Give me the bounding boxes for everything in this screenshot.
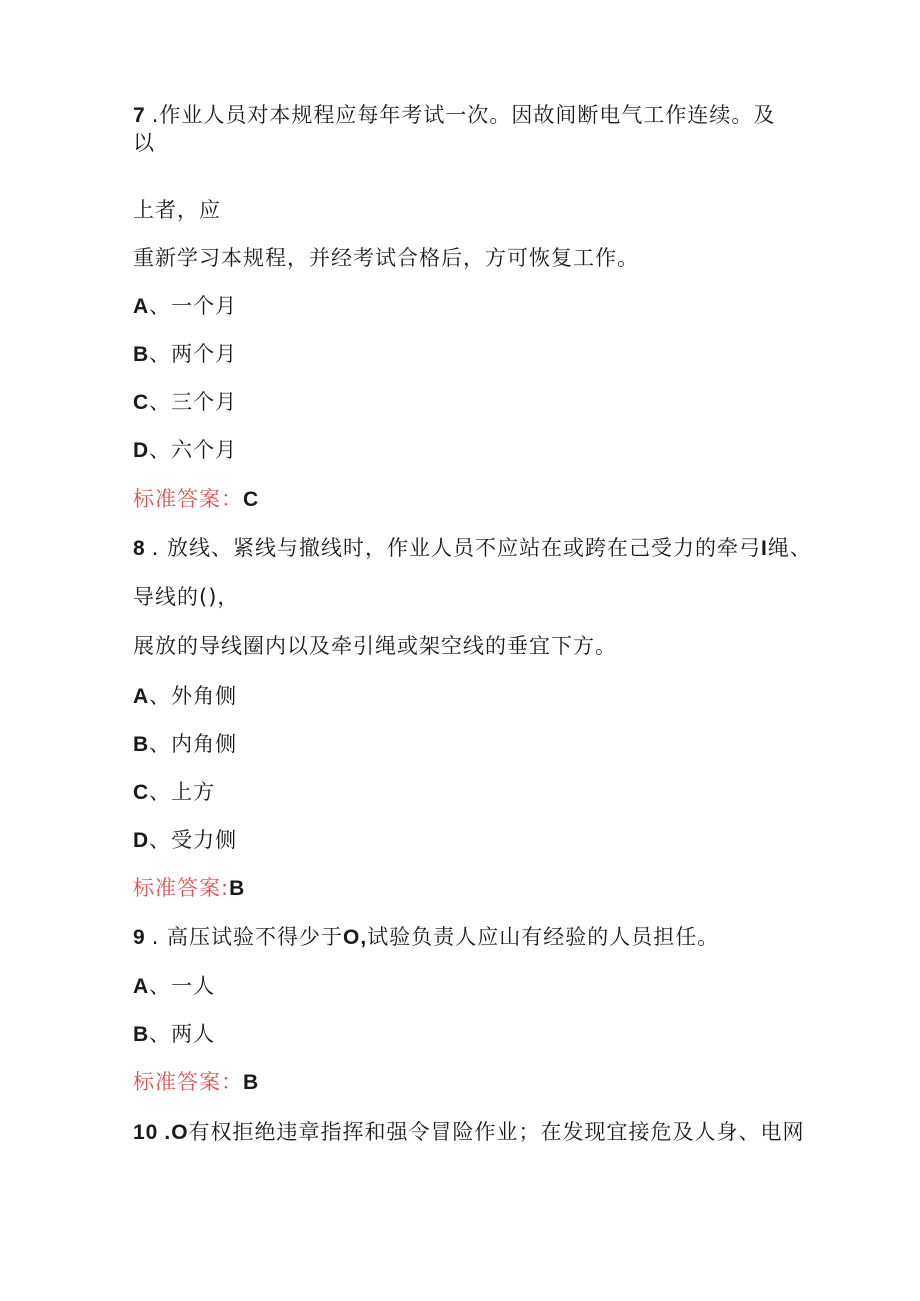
- q9-stem-line1b: O,: [343, 926, 368, 949]
- q7-option-a: [133, 294, 237, 319]
- q7-stem-line1: .作业人员对本规程应每年考试一次。因故间断电气工作连续。及: [151, 103, 776, 127]
- q8-stem-line1b: I: [761, 537, 768, 560]
- option-text: 、一个月: [149, 294, 238, 318]
- answer-value: B: [229, 877, 246, 900]
- answer-label: 标准答案：: [133, 487, 243, 511]
- q9-stem-line1c: 试验负责人应山有经验的人员担任。: [367, 925, 720, 949]
- q9-option-b: [133, 1022, 215, 1047]
- q8-option-b: [133, 732, 237, 757]
- q7-option-c: [133, 390, 237, 415]
- answer-value: C: [243, 488, 260, 511]
- option-letter: C: [133, 781, 150, 804]
- option-text: 、受力侧: [149, 828, 238, 852]
- option-text: 、两人: [149, 1022, 216, 1046]
- q10-stem-line1b: 有权拒绝违章指挥和强令冒险作业；在发现宜接危及人身、电网: [188, 1120, 805, 1144]
- q9-stem-line1a: . 高压试验不得少于: [151, 925, 344, 949]
- q8-line1: [133, 536, 812, 561]
- option-letter: B: [133, 343, 150, 366]
- option-letter: D: [133, 439, 150, 462]
- question-number: 9: [133, 926, 146, 949]
- question-number: 8: [133, 537, 146, 560]
- option-text: 、内角侧: [149, 732, 238, 756]
- q7-line3: 上者，应: [133, 198, 221, 222]
- q8-option-a: [133, 684, 237, 709]
- question-number: 7: [133, 104, 146, 127]
- q8-stem-line1a: . 放线、紧线与撤线时，作业人员不应站在或跨在己受力的牵弓: [151, 536, 762, 560]
- option-text: 、六个月: [149, 438, 238, 462]
- q7-option-d: [133, 438, 237, 463]
- q7-option-b: [133, 342, 237, 367]
- option-text: 、外角侧: [149, 684, 238, 708]
- q7-line4: 重新学习本规程，并经考试合格后，方可恢复工作。: [133, 246, 639, 270]
- q8-option-d: [133, 828, 237, 853]
- answer-label: 标准答案:: [133, 876, 230, 900]
- option-letter: A: [133, 685, 150, 708]
- q8-line3: 展放的导线圈内以及牵引绳或架空线的垂宜下方。: [133, 634, 617, 658]
- q8-answer: [133, 876, 245, 901]
- q7-line1: [133, 103, 775, 128]
- q9-line1: [133, 925, 719, 950]
- option-letter: D: [133, 829, 150, 852]
- q7-answer: [133, 487, 259, 512]
- answer-value: B: [243, 1071, 260, 1094]
- q10-stem-line1a: .O: [164, 1121, 189, 1144]
- option-text: 、三个月: [149, 390, 238, 414]
- q7-line2: 以: [133, 131, 155, 155]
- answer-label: 标准答案：: [133, 1070, 243, 1094]
- option-text: 、上方: [149, 780, 216, 804]
- question-number: 10: [133, 1121, 159, 1144]
- option-letter: C: [133, 391, 150, 414]
- option-text: 、两个月: [149, 342, 238, 366]
- option-text: 、一人: [149, 974, 216, 998]
- q8-stem-line1c: 绳、: [767, 536, 812, 560]
- q8-line2: 导线的()，: [133, 585, 240, 609]
- q9-answer: [133, 1070, 259, 1095]
- q10-line1: [133, 1120, 805, 1145]
- q8-option-c: [133, 780, 215, 805]
- option-letter: A: [133, 975, 150, 998]
- q9-option-a: [133, 974, 215, 999]
- option-letter: A: [133, 295, 150, 318]
- option-letter: B: [133, 1023, 150, 1046]
- option-letter: B: [133, 733, 150, 756]
